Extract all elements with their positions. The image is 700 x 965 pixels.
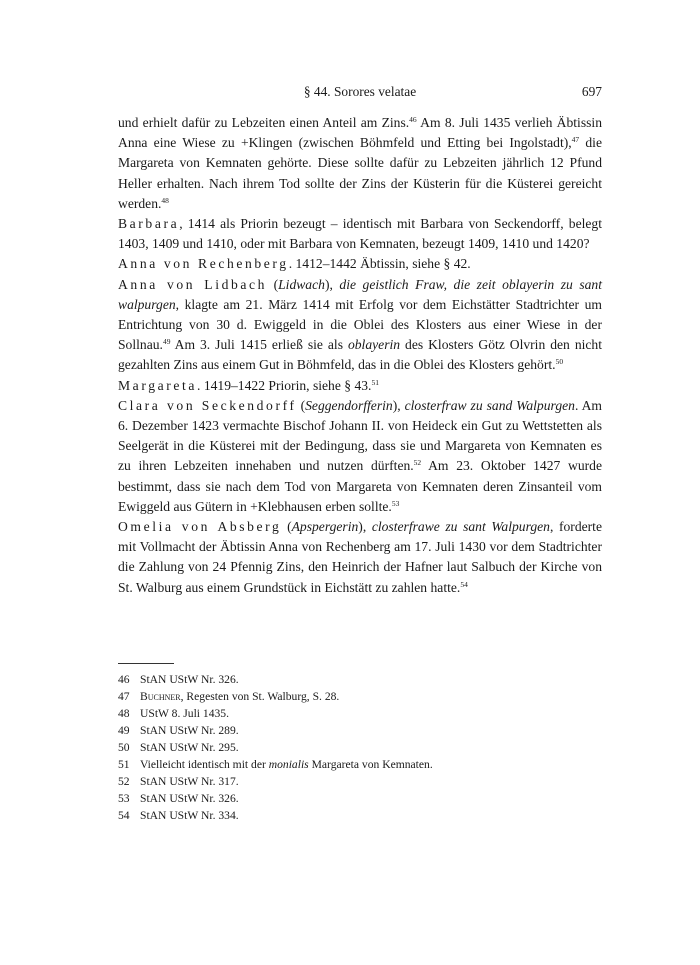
footnote-text: StAN UStW Nr. 295. (140, 741, 239, 754)
text-run: ), (358, 519, 372, 535)
entry-name: Clara von Seckendorff (118, 397, 297, 413)
entry-name: Margareta (118, 377, 198, 393)
text-run: . Am 6. Dezember 1423 vermachte Bischof Johann II. von Heideck ein Gut zu Wettstetten als Seelgerät in die Küsterei mit der Bedingung, dass sie und Margareta von Kemnaten es zu ihren Lebzeiten innehaben und nutzen dürften. (118, 397, 602, 474)
footnote-ref: 50 (555, 357, 564, 367)
footnote-number: 54 (118, 809, 130, 822)
italic-run: closterfraw zu sand Walpurgen (404, 397, 575, 413)
footnote (118, 688, 602, 705)
footnote (118, 722, 602, 739)
footnote-text: StAN UStW Nr. 326. (140, 792, 239, 805)
footnote (118, 773, 602, 790)
footnote-text: StAN UStW Nr. 317. (140, 775, 239, 788)
entry-name: Barbara (118, 216, 180, 232)
footnote-divider (118, 663, 174, 664)
footnote-text: StAN UStW Nr. 289. (140, 724, 239, 737)
entry-clara-von-seckendorff (118, 396, 602, 517)
footnote-ref: 51 (371, 377, 379, 387)
italic-run: Lidwach (278, 276, 325, 292)
text-run: , 1414 als Priorin bezeugt – identisch mit Barbara von Seckendorff, belegt 1403, 1409 und 1410, oder mit Barbara von Kemnaten, bezeugt 1409, 1410 und 1420? (118, 216, 602, 252)
text-run: , Regesten von St. Walburg, S. 28. (180, 690, 340, 703)
footnote (118, 705, 602, 722)
footnote-ref: 54 (460, 579, 468, 589)
text-run: , forderte mit Vollmacht der Äbtissin Anna von Rechenberg am 17. Juli 1430 vor dem Stadtrichter die Zahlung von 24 Pfennig Zins, den Heinrich der Hafner laut Salbuch der Kirche von St. Walburg aus einem Grundstück in Eichstätt zu zahlen hatte. (118, 519, 602, 595)
footnote-text: UStW 8. Juli 1435. (140, 707, 230, 720)
footnote-number: 46 (118, 673, 130, 686)
italic-run: Seggendorfferin (305, 397, 393, 413)
entry-barbara (118, 214, 602, 254)
entry-anna-von-lidbach (118, 275, 602, 376)
footnote-number: 48 (118, 707, 130, 720)
author-name: Buchner (140, 690, 181, 703)
footnote (118, 739, 602, 756)
entry-name: Anna von Rechenberg (118, 256, 289, 272)
text-run: . 1412–1442 Äbtissin, siehe § 42. (288, 256, 471, 272)
footnote-ref: 52 (413, 458, 422, 468)
footnote-ref: 46 (409, 115, 417, 124)
running-head (118, 84, 602, 104)
entry-margareta (118, 376, 602, 396)
text-run: Am 8. Juli 1435 verlieh Äbtissin Anna eine Wiese zu +Klingen (zwischen Böhmfeld und Etting bei Ingolstadt), (118, 115, 602, 151)
footnote-number: 50 (118, 741, 130, 754)
text-run: . 1419–1422 Priorin, siehe § 43. (197, 377, 372, 393)
footnote (118, 807, 602, 824)
text-run: und erhielt dafür zu Lebzeiten einen Anteil am Zins. (118, 115, 410, 130)
footnote-text: StAN UStW Nr. 334. (140, 809, 239, 822)
footnote-number: 52 (118, 775, 130, 788)
text-run: ( (281, 519, 292, 535)
footnote-ref: 47 (571, 135, 580, 145)
text-run: ), (324, 276, 340, 292)
entry-omelia-von-absberg (118, 517, 602, 598)
running-head-title: § 44. Sorores velatae (303, 84, 417, 99)
footnote-number: 47 (118, 690, 130, 703)
text-run: ( (296, 397, 306, 413)
footnote-text (140, 756, 433, 773)
italic-run: oblayerin (347, 337, 401, 353)
text-run: des Klosters Götz Olvrin den nicht gezahlten Zins aus einem Gut in Böhmfeld, das in die Oblei des Klosters gehört. (118, 337, 602, 373)
footnote-ref: 49 (162, 337, 171, 347)
text-run: Vielleicht identisch mit der (140, 758, 269, 771)
text-run: Am 23. Oktober 1427 wurde bestimmt, dass sie nach dem Tod von Margareta von Kemnaten deren Zinsanteil vom Ewiggeld aus Gütern in +Klebhausen erben sollte. (118, 458, 602, 514)
footnote-text (140, 688, 339, 705)
footnote-number: 49 (118, 724, 130, 737)
footnote-text: StAN UStW Nr. 326. (140, 673, 239, 686)
entry-name: Omelia von Absberg (118, 519, 282, 535)
paragraph-continuation (118, 113, 602, 214)
text-run: ), (392, 397, 405, 413)
footnotes (118, 671, 602, 824)
text-run: Margareta von Kemnaten. (308, 758, 433, 771)
italic-run: Apspergerin (291, 519, 359, 535)
entry-anna-von-rechenberg (118, 254, 602, 274)
entry-name: Anna von Lidbach (118, 276, 268, 292)
footnote-ref: 48 (161, 195, 169, 205)
footnote-number: 53 (118, 792, 130, 805)
footnote-number: 51 (118, 758, 130, 771)
footnote (118, 671, 602, 688)
text-run: , klagte am 21. März 1414 mit Erfolg vor dem Eichstätter Stadtrichter um Entrichtung von 30 d. Ewiggeld in die Oblei des Klosters aus einer Wiese in der Sollnau. (118, 296, 602, 353)
footnote (118, 756, 602, 773)
body-text (118, 113, 602, 598)
footnote (118, 790, 602, 807)
text-run: ( (267, 276, 279, 292)
italic-run: closterfrawe zu sant Walpurgen (371, 519, 550, 535)
italic-run: die geistlich Fraw, die zeit oblayerin zu sant walpurgen (118, 276, 602, 312)
italic-run: monialis (268, 758, 309, 771)
footnote-ref: 53 (391, 498, 400, 508)
text-run: Am 3. Juli 1415 erließ sie als (170, 337, 348, 353)
text-run: die Margareta von Kemnaten gehörte. Diese sollte dafür zu Lebzeiten jährlich 12 Pfund Heller erhalten. Nach ihrem Tod sollte der Zins der Küsterin für die Küsterei gereicht werden. (118, 135, 602, 211)
page-number: 697 (581, 84, 602, 99)
